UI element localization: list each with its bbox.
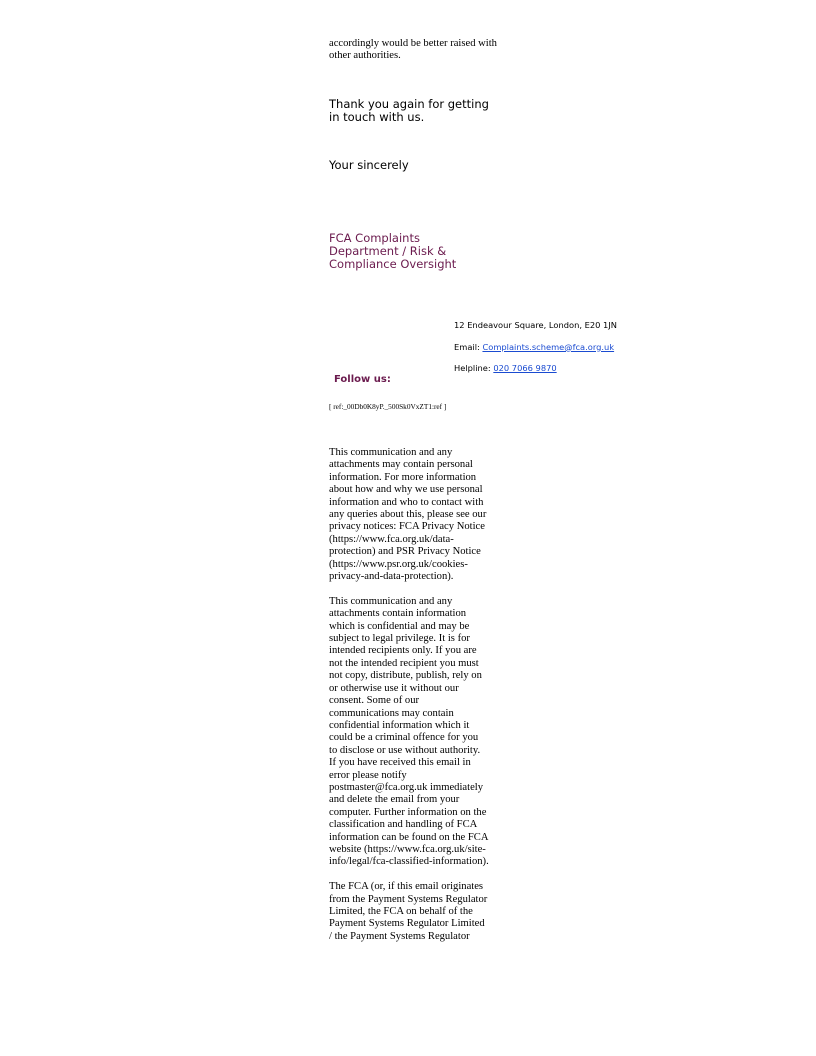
thanks-text: Thank you again for getting in touch with us. — [329, 97, 489, 124]
helpline-label: Helpline: — [454, 363, 494, 374]
letter-intro-fragment: accordingly would be better raised with other authorities. — [329, 38, 497, 62]
disclaimer-paragraph: This communication and any attachments may contain personal information. For more information about how and why we use personal information and who to contact with any queries about this, please see our privacy notices: FCA Privacy Notice (https://www.fca.org.uk/data-protection) and PSR Privacy Notice (https://www.psr.org.uk/cookies-privacy-and-data-protection). — [329, 447, 487, 583]
email-link[interactable]: Complaints.scheme@fca.org.uk — [482, 341, 615, 352]
follow-us-label: Follow us: — [334, 374, 391, 385]
contact-block — [454, 320, 617, 385]
email-label: Email: — [454, 341, 483, 352]
helpline-link[interactable]: 020 7066 9870 — [493, 363, 557, 374]
disclaimer — [329, 447, 489, 956]
disclaimer-paragraph: The FCA (or, if this email originates from the Payment Systems Regulator Limited, the FCA on behalf of the Payment Systems Regulator Limited / the Payment Systems Regulator — [329, 881, 488, 942]
disclaimer-paragraph: This communication and any attachments contain information which is confidential and may be subject to legal privilege. It is for intended recipients only. If you are not the intended recipient you must not copy, distribute, publish, rely on or otherwise use it without our consent. Some of our communications may contain confidential information which it could be a criminal offence for you to disclose or use without authority. If you have received this email in error please notify postmaster@fca.org.uk immediately and delete the email from your computer. Further information on the classification and handling of FCA information can be found on the FCA website (https://www.fca.org.uk/site-info/legal/fca-classified-information). — [329, 595, 489, 868]
address-text: 12 Endeavour Square, London, E20 1JN — [454, 320, 617, 330]
closing-text: Your sincerely — [329, 158, 409, 172]
helpline-line — [454, 363, 617, 373]
email-line — [454, 342, 617, 352]
reference-code: [ ref:_00Db0K8yP._500Sk0VxZT1:ref ] — [329, 402, 447, 411]
signature-text: FCA Complaints Department / Risk & Compliance Oversight — [329, 231, 457, 271]
